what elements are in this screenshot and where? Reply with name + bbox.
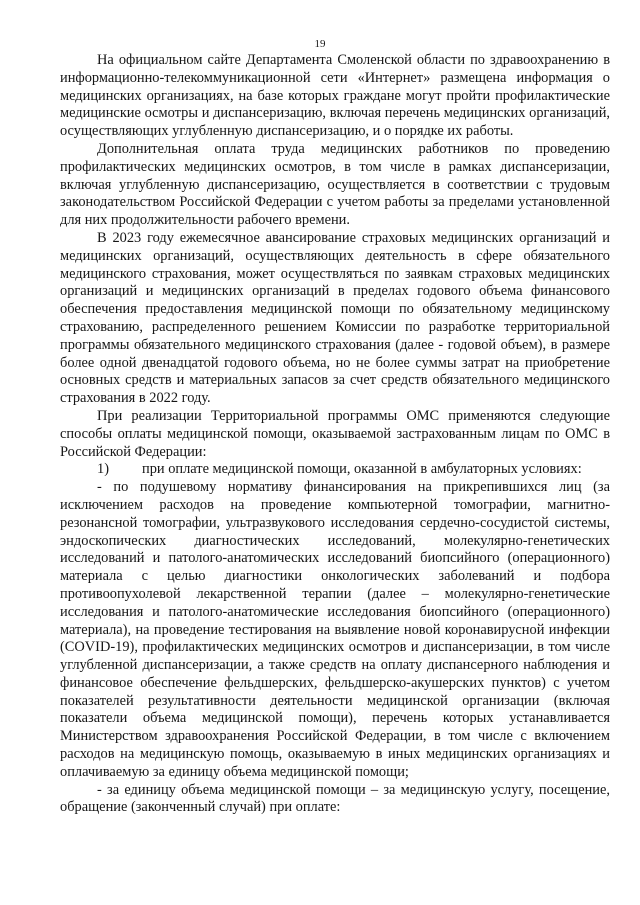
paragraph-website-info: На официальном сайте Департамента Смоленской области по здравоохранению в информационно-телекоммуникационной сети «Интернет» размещена информация о медицинских организациях, на базе которых граждане могут пройти профилактические медицинские осмотры и диспансеризацию, включая перечень медицинских организаций, осуществляющих углубленную диспансеризацию, и о порядке их работы. — [60, 52, 610, 140]
list-item-text: при оплате медицинской помощи, оказанной в амбулаторных условиях: — [142, 461, 582, 478]
list-item-marker: 1) — [97, 461, 109, 478]
paragraph-additional-pay: Дополнительная оплата труда медицинских работников по проведению профилактических медицинских осмотров, в том числе в рамках диспансеризации, включая углубленную диспансеризацию, осуществляется в соответствии с трудовым законодательством Российской Федерации с учетом работы за пределами установленной для них продолжительности рабочего времени. — [60, 140, 610, 229]
list-item-outpatient — [60, 461, 610, 479]
paragraph-unit-volume: - за единицу объема медицинской помощи – за медицинскую услугу, посещение, обращение (законченный случай) при оплате: — [60, 781, 610, 816]
paragraph-advance-payment: В 2023 году ежемесячное авансирование страховых медицинских организаций и медицинских организаций, осуществляющих деятельность в сфере обязательного медицинского страхования, может осуществляться по заявкам страховых медицинских организаций и медицинских организаций в пределах годового объема финансового обеспечения предоставления медицинской помощи по обязательному медицинскому страхованию, распределенного решением Комиссии по разработке территориальной программы обязательного медицинского страхования (далее - годовой объем), в размере более одной двенадцатой годового объема, но не более суммы затрат на приобретение основных средств и материальных запасов за счет средств обязательного медицинского страхования в 2022 году. — [60, 229, 610, 407]
paragraph-per-capita-norm: - по подушевому нормативу финансирования на прикрепившихся лиц (за исключением расходов на проведение компьютерной томографии, магнитно-резонансной томографии, ультразвукового исследования сердечно-сосудистой системы, эндоскопических диагностических исследований, молекулярно-генетических исследований и патолого-анатомических исследований биопсийного (операционного) материала с целью диагностики онкологических заболеваний и подбора противоопухолевой лекарственной терапии (далее – молекулярно-генетические исследования и патолого-анатомические исследования биопсийного (операционного) материала), на проведение тестирования на выявление новой коронавирусной инфекции (COVID-19), профилактических медицинских осмотров и диспансеризации, в том числе углубленной диспансеризации, а также средств на оплату диспансерного наблюдения и финансовое обеспечение фельдшерских, фельдшерско-акушерских пунктов) с учетом показателей результативности деятельности медицинской организации (включая показатели объема медицинской помощи), перечень которых устанавливается Министерством здравоохранения Российской Федерации, в том числе с включением расходов на медицинскую помощь, оказываемую в иных медицинских организациях и оплачиваемую за единицу объема медицинской помощи; — [60, 479, 610, 780]
paragraph-payment-methods: При реализации Территориальной программы ОМС применяются следующие способы оплаты медицинской помощи, оказываемой застрахованным лицам по ОМС в Российской Федерации: — [60, 407, 610, 460]
document-body — [60, 52, 610, 817]
page-number: 19 — [314, 38, 326, 50]
